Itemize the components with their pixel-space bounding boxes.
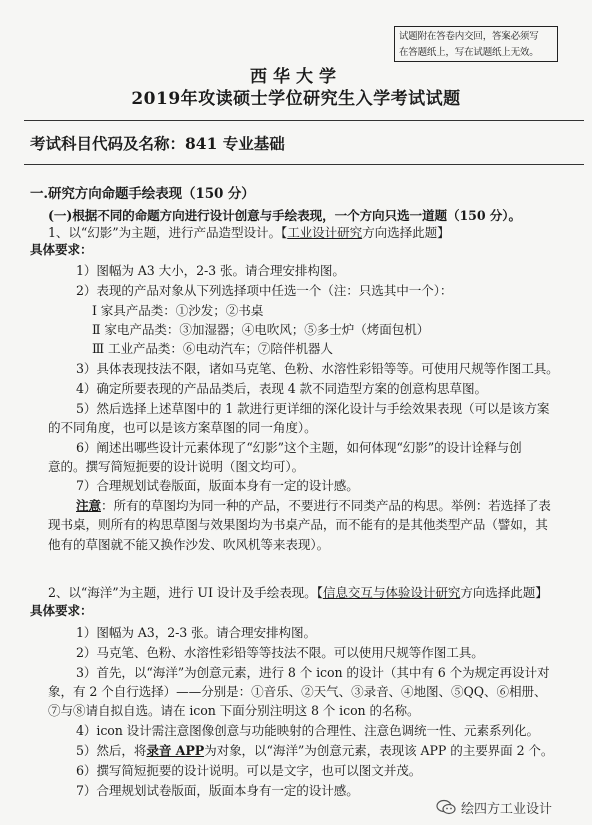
q1-item: 5）然后选择上述草图中的 1 款进行更详细的深化设计与手绘效果表现（可以是该方案: [76, 401, 550, 416]
q1-item: 1）图幅为 A3 大小，2-3 张。请合理安排构图。: [76, 263, 345, 278]
requirements-label: 具体要求：: [30, 242, 93, 257]
q2-item-cont: 象，有 2 个自行选择）——分别是：①音乐、②天气、③录音、④地图、⑤QQ、⑥相册、: [48, 684, 547, 699]
q1-item: 3）具体表现技法不限，诸如马克笔、色粉、水溶性彩铅等等。可使用尺规等作图工具。: [76, 361, 559, 376]
question-1-title: [48, 225, 450, 241]
note-text: ：所有的草图均为同一种的产品，不要进行不同类产品的构思。举例：若选择了表: [101, 498, 551, 513]
question-2-title: [48, 585, 548, 601]
q1-item-cont: 意的。撰写简短扼要的设计说明（图文均可）。: [48, 459, 305, 474]
q1-item-cont: 的不同角度，也可以是该方案草图的同一角度）。: [48, 420, 317, 435]
q1-item: 6）阐述出哪些设计元素体现了“幻影”这个主题，如何体现“幻影”的设计诠释与创: [76, 440, 522, 455]
section-heading: 一.研究方向命题手绘表现（150 分）: [30, 186, 255, 202]
q2-direction: 信息交互与体验设计研究: [322, 585, 461, 600]
q2-item5-suffix: 为对象，以“海洋”为创意元素，表现该 APP 的主要界面 2 个。: [204, 743, 554, 758]
q2-item5-object: 录音 APP: [146, 743, 205, 758]
divider: [24, 164, 584, 165]
q1-note: [76, 498, 551, 514]
q1-option: Ⅱ 家电产品类：③加湿器；④电吹风；⑤多士炉（烤面包机）: [92, 322, 430, 337]
q2-item5-prefix: 5）然后，将: [76, 743, 147, 758]
notice-box: [394, 26, 558, 62]
exam-title: 2019年攻读硕士学位研究生入学考试试题: [131, 89, 461, 109]
notice-line: 试题附在答卷内交回，答案必须写: [399, 31, 539, 42]
wechat-icon: [436, 799, 456, 815]
watermark-text: 绘四方工业设计: [461, 801, 553, 817]
q1-prefix: 1、以“幻影”为主题，进行产品造型设计。【: [48, 225, 288, 240]
q2-item: 4）icon 设计需注意图像创意与功能映射的合理性、注意色调统一性、元素系列化。: [76, 723, 539, 738]
subject-code-name: 考试科目代码及名称：841 专业基础: [30, 134, 285, 153]
q1-suffix: 方向选择此题】: [362, 225, 450, 240]
q1-direction: 工业设计研究: [287, 225, 363, 240]
q2-item: 1）图幅为 A3，2-3 张。请合理安排构图。: [76, 625, 317, 640]
q1-option: Ⅰ 家具产品类：①沙发；②书桌: [92, 303, 264, 318]
q2-item: 2）马克笔、色粉、水溶性彩铅等等技法不限。可以使用尺规等作图工具。: [76, 645, 484, 660]
divider: [24, 120, 584, 121]
q1-item: 7）合理规划试卷版面，版面本身有一定的设计感。: [76, 478, 359, 493]
school-name: 西华大学: [250, 67, 342, 87]
note-label: 注意: [76, 498, 101, 513]
q1-option: Ⅲ 工业产品类：⑥电动汽车；⑦陪伴机器人: [92, 341, 333, 356]
watermark: [436, 796, 552, 818]
q2-item: 6）撰写简短扼要的设计说明。可以是文字，也可以图文并茂。: [76, 763, 422, 778]
q2-prefix: 2、以“海洋”为主题，进行 UI 设计及手绘表现。【: [48, 585, 323, 600]
notice-line: 在答题纸上，写在试题纸上无效。: [399, 47, 539, 58]
section-instruction: (一)根据不同的命题方向进行设计创意与手绘表现，一个方向只选一道题（150 分）。: [48, 208, 521, 223]
q2-item-cont: ⑦与⑧请自拟自选。请在 icon 下面分别注明这 8 个 icon 的名称。: [48, 703, 420, 718]
q1-item: 2）表现的产品对象从下列选择项中任选一个（注：只选其中一个）：: [76, 283, 453, 298]
q1-note-cont: 现书桌，则所有的构思草图与效果图均为书桌产品，而不能有的是其他类型产品（譬如，其: [48, 517, 548, 532]
q1-item: 4）确定所要表现的产品品类后，表现 4 款不同造型方案的创意构思草图。: [76, 381, 487, 396]
q2-suffix: 方向选择此题】: [460, 585, 548, 600]
requirements-label: 具体要求：: [30, 603, 93, 618]
q2-item: 7）合理规划试卷版面，版面本身有一定的设计感。: [76, 783, 359, 798]
q2-item: 3）首先，以“海洋”为创意元素，进行 8 个 icon 的设计（其中有 6 个为规定再设计对: [76, 665, 550, 680]
q2-item: [76, 743, 553, 759]
q1-note-cont: 他有的草图就不能又换作沙发、吹风机等来表现）。: [48, 537, 330, 552]
